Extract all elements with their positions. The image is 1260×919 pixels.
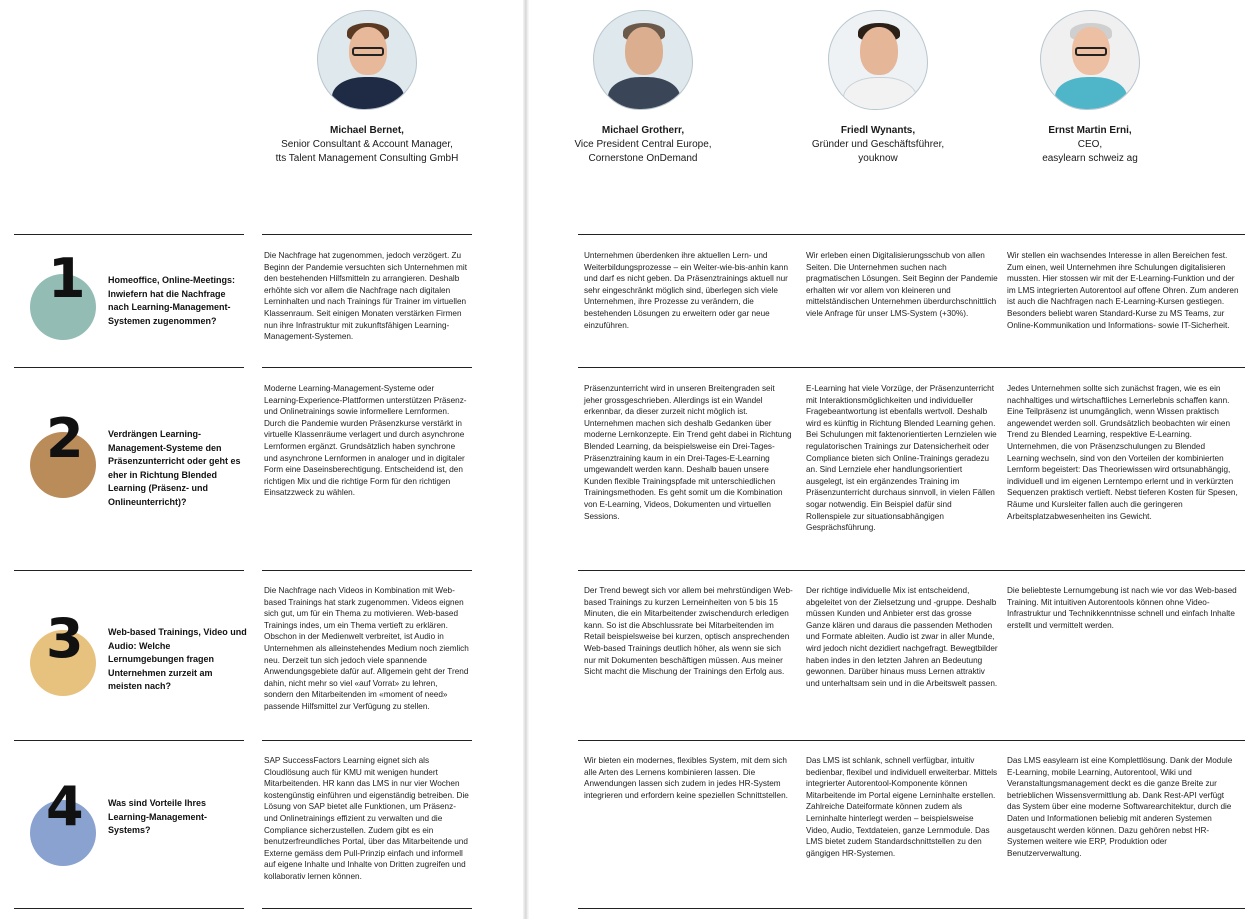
person-wynants — [788, 10, 968, 166]
avatar — [828, 10, 928, 110]
question-2-number: 2 — [46, 407, 84, 470]
answer-3-erni: Die beliebteste Lernumgebung ist nach wie vor das Web-based Training. Mit intuitiven Autorentools können ohne Video-Infrastruktur und Technikkenntnisse schnell und einfach Inhalte erstellt und vermittelt werden. — [1007, 586, 1237, 630]
question-1-text: Homeoffice, Online-Meetings: Inwiefern hat die Nachfrage nach Learning-Management-Systemen zugenommen? — [108, 275, 236, 326]
question-4-number: 4 — [46, 775, 84, 838]
answer-3-grotherr: Der Trend bewegt sich vor allem bei mehrstündigen Web-based Trainings zu kurzen Lerneinheiten von 5 bis 15 Minuten, die ein Mitarbeitender zwischendurch erledigen kann. So ist die Abschlussrate bei Mitarbeitenden im Retail beispielsweise bei kurzen, optisch ansprechenden Web-based Trainings deutlich höher, als wenn sie sich nur mit Dokumenten beschäftigen müssen. Aus meiner Sicht macht die Mischung der Trainings den Erfolg aus. — [584, 586, 793, 677]
answer-4-wynants: Das LMS ist schlank, schnell verfügbar, intuitiv bedienbar, flexibel und individuell erweiterbar. Mittels integrierter Autorentool-Komponente können Mitarbeitende im Portal eigene Lerninhalte erstellen. Zahlreiche Dateiformate können zudem als Lerninhalte hinterlegt werden – beispielsweise Video, Audio, Textdateien, ganze Lernmodule. Das LMS bietet zudem Standardschnittstellen zu den gängigen HR-Systemen. — [806, 756, 998, 858]
avatar — [593, 10, 693, 110]
row-divider — [262, 234, 472, 235]
row-divider — [14, 234, 244, 235]
answer-2-wynants: E-Learning hat viele Vorzüge, der Präsenzunterricht mit Interaktionsmöglichkeiten und individueller Fragebeantwortung ist ebenfalls wertvoll. Deshalb wird es künftig in Richtung Blended Learning gehen. Bei Schulungen mit faktenorientierten Lernzielen wie regulatorischen Trainings zur Datensicherheit oder Compliance bieten sich Online-Trainings geradezu an. Sind Lernziele eher handlungsorientiert ausgelegt, ist ein ergänzendes Training im Präsenzunterricht durchaus sinnvoll, in vielen Fällen sogar notwendig. Ein Beispiel dafür sind Rollenspiele zur situationsabhängigen Gesprächsführung. — [806, 384, 997, 533]
answer-1-grotherr: Unternehmen überdenken ihre aktuellen Lern- und Weiterbildungsprozesse – ein Weiter-wie-bis-anhin kann und darf es nicht geben. Da Präsenztrainings aktuell nur sehr eingeschränkt möglich sind, überlegen sich viele Unternehmen, ihre Prozesse zu verändern, die bestehenden Lösungen zu erweitern oder gar neue einzuführen. — [584, 251, 789, 330]
person-role: Vice President Central Europe, — [574, 139, 712, 150]
row-divider — [14, 908, 244, 909]
answer-2-grotherr: Präsenzunterricht wird in unseren Breitengraden seit jeher grossgeschrieben. Allerdings ist ein Wandel erkennbar, da dieser zurzeit nicht möglich ist. Unternehmen machen sich deshalb Gedanken über moderne Lernkonzepte. Ein Trend geht dabei in Richtung Blended Learning, da beispielsweise ein Drei-Tages-Präsenztraining kaum in ein Drei-Tages-E-Learning umgewandelt werden kann. Deshalb bauen unsere Kunden flexible Trainingspfade mit unterschiedlichen Trainingsmethoden. Es geht somit um die Kombination von E-Learning, Videos, Dokumenten und virtuellen Sessions. — [584, 384, 792, 521]
person-company: easylearn schweiz ag — [1042, 153, 1138, 164]
person-name: Ernst Martin Erni, — [1048, 125, 1132, 136]
person-grotherr — [553, 10, 733, 166]
row-divider — [262, 740, 472, 741]
row-divider — [262, 570, 472, 571]
person-role: Senior Consultant & Account Manager, — [281, 139, 453, 150]
row-divider — [14, 740, 244, 741]
answer-1-wynants: Wir erleben einen Digitalisierungsschub von allen Seiten. Die Unternehmen suchen nach pragmatischen Lösungen. Seit Beginn der Pandemie erhalten wir vor allem von kleineren und mittelständischen Unternehmen überdurchschnittlich viele Anfrage für unser LMS-System (+30%). — [806, 251, 998, 318]
answer-4-bernet: SAP SuccessFactors Learning eignet sich als Cloudlösung auch für KMU mit wenigen hundert Mitarbeitenden. HR kann das LMS in nur vier Wochen kostengünstig einführen und eigenständig betreiben. Die Lösung von SAP bietet alle Funktionen, um Präsenz- und Onlinetrainings effizient zu verwalten und die Compliance sicherzustellen. Zudem gibt es ein benutzerfreundliches Portal, über das Mitarbeitende und Externe gemäss dem Pull-Prinzip einfach und informell auf eigene Inhalte und Inhalte von Dritten zugreifen und kollaborativ lernen können. — [264, 756, 469, 881]
row-divider — [262, 908, 472, 909]
row-divider — [14, 570, 244, 571]
answer-3-bernet: Die Nachfrage nach Videos in Kombination mit Web-based Trainings hat stark zugenommen. Videos eignen sich gut, um für ein Thema zu motivieren. Web-based Trainings indes, um ein Thema vertieft zu erklären. Obschon in der Medienwelt verbreitet, ist Audio in Unternehmen als alleinstehendes Medium noch ziemlich neu. Derzeit tun sich jedoch viele spannende Anwendungsgebiete dafür auf. Allgemein geht der Trend dahin, nicht mehr so viel «auf Vorrat» zu lehren, sondern den Mitarbeitenden im «moment of need» passende Hilfsmittel zur Verfügung zu stellen. — [264, 586, 469, 711]
answer-3-wynants: Der richtige individuelle Mix ist entscheidend, abgeleitet von der Zielsetzung und -gruppe. Deshalb müssen Kunden und Anbieter erst das grosse Ganze klären und daraus die passenden Methoden und Formate ableiten. Audio ist zwar in aller Munde, wird jedoch nicht dezidiert nachgefragt. Bewegtbilder haben indes in den letzten Jahren an Bedeutung gewonnen. Darüber hinaus muss Lernen attraktiv und unterhaltsam sein und in die Arbeitswelt passen. — [806, 586, 998, 688]
avatar — [317, 10, 417, 110]
person-bernet — [262, 10, 472, 166]
person-role: CEO, — [1077, 139, 1103, 150]
question-3-number: 3 — [46, 607, 84, 670]
row-divider — [14, 367, 244, 368]
answer-4-grotherr: Wir bieten ein modernes, flexibles System, mit dem sich alle Arten des Lernens kombinieren lassen. Die Anwendungen lassen sich zudem in jedes HR-System integrieren und erfordern keine speziellen Schnittstellen. — [584, 756, 788, 800]
row-divider — [262, 367, 472, 368]
question-3-text: Web-based Trainings, Video und Audio: Welche Lernumgebungen fragen Unternehmen zurzeit am meisten nach? — [108, 627, 247, 691]
row-divider — [578, 908, 1245, 909]
person-company: Cornerstone OnDemand — [588, 153, 698, 164]
question-4-text: Was sind Vorteile Ihres Learning-Management-Systems? — [108, 798, 208, 835]
answer-1-erni: Wir stellen ein wachsendes Interesse in allen Bereichen fest. Zum einen, weil Unternehmen ihre Schulungen digitalisieren mussten. Hier stossen wir mit der E-Learning-Funktion und der im LMS integrierten Autorentool auf offene Ohren. Zum anderen ist auch die Nachfragen nach E-Learning-Kursen gestiegen. Besonders beliebt waren Standard-Kurse zu MS Teams, zur Online-Kommunikation und Informations- sowie IT-Sicherheit. — [1007, 251, 1239, 330]
answer-4-erni: Das LMS easylearn ist eine Komplettlösung. Dank der Module E-Learning, mobile Learning, Autorentool, Wiki und Veranstaltungsmanagement deckt es die ganze Breite zur betrieblichen Wissensvermittlung ab. Dank Rest-API verfügt das System über eine moderne Softwarearchitektur, durch die Daten und Informationen beliebig mit anderen Systemen ausgetauscht werden können. Dazu gehören nebst HR-Systemen weitere wie ERP, Produktion oder Benutzerverwaltung. — [1007, 756, 1233, 858]
person-erni — [1000, 10, 1180, 166]
row-divider — [578, 570, 1245, 571]
answer-2-erni: Jedes Unternehmen sollte sich zunächst fragen, wie es ein nachhaltiges und wirtschaftliches Lernerlebnis schaffen kann. Eine Teilpräsenz ist unumgänglich, wenn Wissen praktisch angewendet werden soll. Grundsätzlich beobachten wir einen Trend zu Blended Learning, respektive E-Learning. Unternehmen, die von Präsenzschulungen zu Blended Learning wechseln, sind von den Vorteilen der kombinierten Lernform begeistert: Das Theoriewissen wird ortsunabhängig, individuell und im eigenen Lerntempo erlernt und in verkürzten Sequenzen praktisch vertieft. Nebst tieferen Kosten für Spesen, Räume und Kursleiter fallen auch die geringeren Arbeitsplatzabwesenheiten ins Gewicht. — [1007, 384, 1238, 521]
question-1-number: 1 — [48, 247, 86, 310]
question-2-text: Verdrängen Learning-Management-Systeme den Präsenzunterricht oder geht es eher in Richtung Blended Learning (Präsenz- und Onlineunterricht)? — [108, 429, 241, 507]
row-divider — [578, 740, 1245, 741]
person-company: youknow — [858, 153, 898, 164]
person-company: tts Talent Management Consulting GmbH — [275, 153, 459, 164]
person-role: Gründer und Geschäftsführer, — [811, 139, 945, 150]
person-name: Michael Grotherr, — [601, 125, 685, 136]
person-name: Friedl Wynants, — [840, 125, 916, 136]
avatar — [1040, 10, 1140, 110]
answer-2-bernet: Moderne Learning-Management-Systeme oder Learning-Experience-Plattformen unterstützen Präsenz- und Onlinetrainings sowie informellere Lernformen. Durch die Pandemie wurden Präsenzkurse verstärkt in virtuelle Klassenräume verlagert und durch asynchrone Lernformen ergänzt. Grundsätzlich haben synchrone und asynchrone Lernformen in analoger und in digitaler Form eine Daseinsberechtigung. Entscheidend ist, den richtigen Mix und die richtige Form für den richtigen Einsatzzweck zu wählen. — [264, 384, 467, 498]
row-divider — [578, 234, 1245, 235]
answer-1-bernet: Die Nachfrage hat zugenommen, jedoch verzögert. Zu Beginn der Pandemie versuchten sich Unternehmen mit den bestehenden Hilfsmitteln zu arrangieren. Deshalb erhöhte sich vor allem die Nachfrage nach digitalen Lerninhalten und nach Trainings für Trainer im virtuellen Klassenraum. Seit einigen Monaten verstärken Firmen nun ihre Infrastruktur mit zukunftsfähigen Learning-Management-Systemen. — [264, 251, 467, 342]
row-divider — [578, 367, 1245, 368]
person-name: Michael Bernet, — [330, 125, 404, 136]
